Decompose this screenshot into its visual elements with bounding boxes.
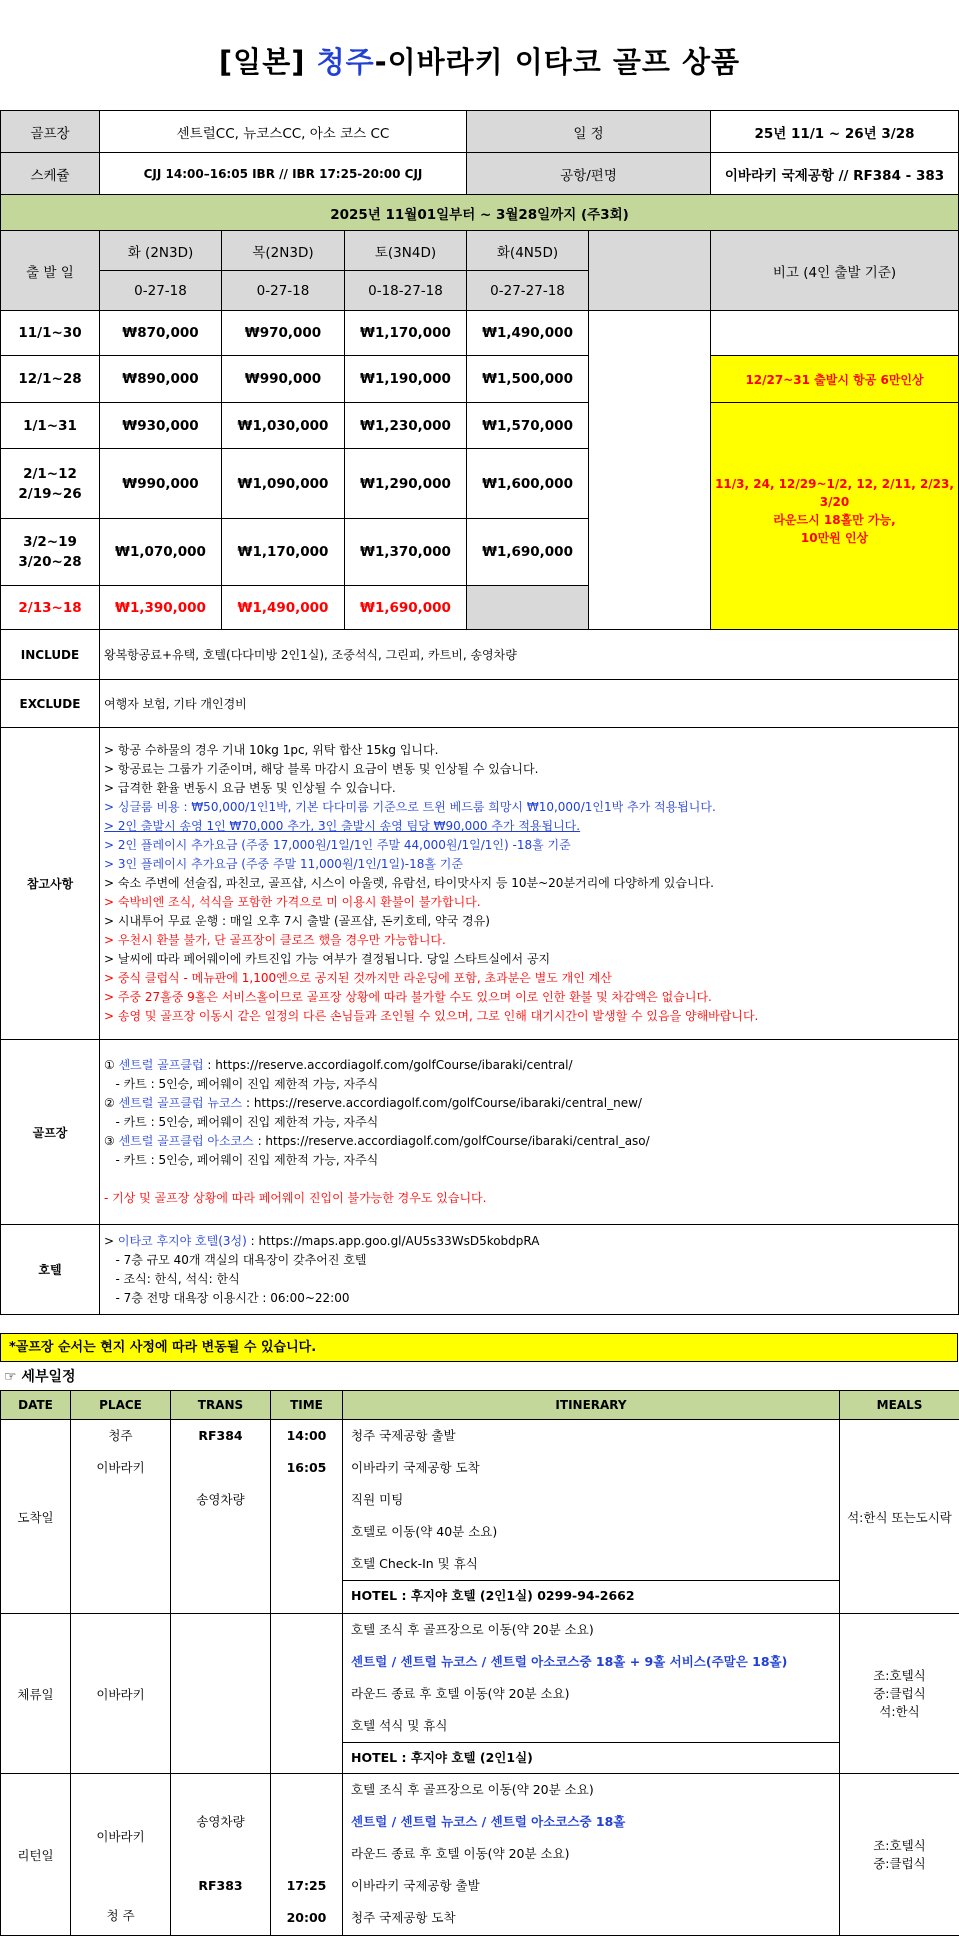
schedule-value: 25년 11/1 ~ 26년 3/28 — [711, 111, 959, 153]
price-cell: ₩1,490,000 — [467, 311, 589, 356]
day-meals — [840, 1614, 959, 1774]
itinerary-item: 센트럴 / 센트럴 뉴코스 / 센트럴 아소코스중 18홀 — [343, 1806, 839, 1838]
itinerary-item: 청주 국제공항 출발 — [343, 1420, 839, 1452]
price-row — [1, 311, 959, 356]
price-cell: ₩1,030,000 — [222, 403, 345, 449]
notes-list — [100, 728, 959, 1040]
day-items — [343, 1420, 840, 1614]
price-cell: ₩1,170,000 — [345, 311, 467, 356]
col-day: 토(3N4D) — [345, 231, 467, 271]
hotel-detail: - 7층 규모 40개 객실의 대욕장이 갖추어진 호텔 — [104, 1251, 958, 1270]
trans: RF384 — [171, 1420, 270, 1452]
price-cell: ₩1,370,000 — [345, 519, 467, 586]
title-prefix: [일본] — [219, 45, 317, 79]
header-trans: TRANS — [171, 1391, 271, 1420]
itinerary-day — [1, 1420, 959, 1614]
course-cart: - 카트 : 5인승, 페어웨이 진입 제한적 가능, 자주식 — [104, 1075, 958, 1094]
hotel-detail: - 조식: 한식, 석식: 한식 — [104, 1270, 958, 1289]
itinerary-item: 호텔 Check-In 및 휴식 — [343, 1548, 839, 1580]
header-itinerary: ITINERARY — [343, 1391, 840, 1420]
row-date: 3/2~19 3/20~28 — [1, 519, 100, 586]
hotel-label: 호텔 — [1, 1225, 100, 1315]
price-row — [1, 356, 959, 403]
day-trans — [171, 1420, 271, 1614]
include-label: INCLUDE — [1, 630, 100, 680]
golf-courses-list — [100, 1040, 959, 1225]
exclude-label: EXCLUDE — [1, 680, 100, 728]
price-cell: ₩990,000 — [100, 449, 222, 519]
hotel-prefix: > — [104, 1234, 118, 1248]
price-cell: ₩870,000 — [100, 311, 222, 356]
itinerary-item: 라운드 종료 후 호텔 이동(약 20분 소요) — [343, 1838, 839, 1870]
itinerary-day — [1, 1614, 959, 1774]
course-number: ③ — [104, 1134, 115, 1148]
hotel-detail: - 7층 전망 대욕장 이용시간 : 06:00~22:00 — [104, 1289, 958, 1308]
course-name: 센트럴 골프클럽 뉴코스 — [119, 1096, 243, 1110]
golf-label: 골프장 — [1, 111, 100, 153]
golf-course-item — [104, 1056, 958, 1075]
price-cell: ₩1,600,000 — [467, 449, 589, 519]
day-trans-empty — [171, 1614, 271, 1774]
price-row — [1, 403, 959, 449]
hotel-name-line — [104, 1232, 958, 1251]
golf-course-item — [104, 1132, 958, 1151]
time: 17:25 — [271, 1870, 342, 1902]
sched-label: 스케쥴 — [1, 153, 100, 195]
course-url[interactable]: : https://reserve.accordiagolf.com/golfCourse/ibaraki/central_aso/ — [254, 1134, 650, 1148]
detail-title: ☞ 세부일정 — [4, 1366, 76, 1386]
col-code: 0-27-27-18 — [467, 271, 589, 311]
col-day: 화(4N5D) — [467, 231, 589, 271]
col-code: 0-27-18 — [222, 271, 345, 311]
meal: 조:호텔식 — [840, 1667, 959, 1685]
itinerary-item: 센트럴 / 센트럴 뉴코스 / 센트럴 아소코스중 18홀 + 9홀 서비스(주말은 18홀) — [343, 1646, 839, 1678]
note-line: > 날씨에 따라 페어웨이에 카트진입 가능 여부가 결정됩니다. 당일 스타트실에서 공지 — [104, 950, 958, 969]
time: 14:00 — [271, 1420, 342, 1452]
hotel-line: HOTEL : 후지야 호텔 (2인1실) 0299-94-2662 — [343, 1580, 839, 1611]
price-cell: ₩1,690,000 — [345, 586, 467, 630]
title-rest: -이바라키 이타코 골프 상품 — [375, 45, 740, 79]
col-day: 목(2N3D) — [222, 231, 345, 271]
note-line: > 시내투어 무료 운행 : 매일 오후 7시 출발 (골프샵, 돈키호테, 약국 경유) — [104, 912, 958, 931]
place: 청주 — [71, 1420, 170, 1452]
price-cell: ₩990,000 — [222, 356, 345, 403]
day-meals — [840, 1774, 959, 1936]
course-number: ② — [104, 1096, 115, 1110]
remark-december: 12/27~31 출발시 항공 6만인상 — [711, 356, 959, 403]
day-places — [71, 1774, 171, 1936]
course-url[interactable]: : https://reserve.accordiagolf.com/golfCourse/ibaraki/central/ — [204, 1058, 573, 1072]
price-cell: ₩1,490,000 — [222, 586, 345, 630]
meal: 조:호텔식 — [840, 1837, 959, 1855]
itinerary-item: 직원 미팅 — [343, 1484, 839, 1516]
period-banner: 2025년 11월01일부터 ~ 3월28일까지 (주3회) — [1, 195, 959, 231]
departure-label: 출 발 일 — [1, 231, 100, 311]
note-line: > 싱글룸 비용 : ₩50,000/1인1박, 기본 다다미룸 기준으로 트윈 베드룸 희망시 ₩10,000/1인1박 추가 적용됩니다. — [104, 798, 958, 817]
price-cell: ₩890,000 — [100, 356, 222, 403]
price-cell-empty — [467, 586, 589, 630]
trans: 송영차량 — [171, 1806, 270, 1838]
header-time: TIME — [271, 1391, 343, 1420]
itinerary-item: 호텔로 이동(약 40분 소요) — [343, 1516, 839, 1548]
note-line: > 항공 수하물의 경우 기내 10kg 1pc, 위탁 합산 15kg 입니다. — [104, 741, 958, 760]
day-places — [71, 1420, 171, 1614]
price-cell: ₩1,570,000 — [467, 403, 589, 449]
hotel-url[interactable]: : https://maps.app.goo.gl/AU5s33WsD5kobdpRA — [247, 1234, 540, 1248]
include-value: 왕복항공료+유택, 호텔(다다미방 2인1실), 조중석식, 그린피, 카트비, 송영차량 — [100, 630, 959, 680]
course-name: 센트럴 골프클럽 아소코스 — [119, 1134, 254, 1148]
golf-warning: - 기상 및 골프장 상황에 따라 페어웨이 진입이 불가능한 경우도 있습니다. — [104, 1189, 958, 1208]
hotel-line: HOTEL : 후지야 호텔 (2인1실) — [343, 1742, 839, 1773]
price-cell: ₩1,230,000 — [345, 403, 467, 449]
course-cart: - 카트 : 5인승, 페어웨이 진입 제한적 가능, 자주식 — [104, 1113, 958, 1132]
day-date: 리턴일 — [1, 1774, 71, 1936]
note-line: > 우천시 환불 불가, 단 골프장이 클로즈 했을 경우만 가능합니다. — [104, 931, 958, 950]
place: 이바라키 — [71, 1452, 170, 1484]
header-meals: MEALS — [840, 1391, 959, 1420]
note-line: > 2인 플레이시 추가요금 (주중 17,000원/1일/1인 주말 44,000원/1일/1인) -18홀 기준 — [104, 836, 958, 855]
sched-value: CJJ 14:00–16:05 IBR // IBR 17:25-20:00 CJJ — [100, 153, 467, 195]
day-times — [271, 1420, 343, 1614]
remark-header: 비고 (4인 출발 기준) — [711, 231, 959, 311]
day-items — [343, 1614, 840, 1774]
page-title — [0, 40, 959, 81]
note-line: > 숙박비엔 조식, 석식을 포함한 가격으로 미 이용시 환불이 불가합니다. — [104, 893, 958, 912]
schedule-label: 일 정 — [467, 111, 711, 153]
exclude-value: 여행자 보험, 기타 개인경비 — [100, 680, 959, 728]
time: 20:00 — [271, 1902, 342, 1934]
course-number: ① — [104, 1058, 115, 1072]
price-cell: ₩1,690,000 — [467, 519, 589, 586]
golf-value: 센트럴CC, 뉴코스CC, 아소 코스 CC — [100, 111, 467, 153]
itinerary-item: 라운드 종료 후 호텔 이동(약 20분 소요) — [343, 1678, 839, 1710]
day-times — [271, 1774, 343, 1936]
airport-label: 공항/편명 — [467, 153, 711, 195]
meal: 중:클럽식 — [840, 1685, 959, 1703]
price-cell: ₩1,190,000 — [345, 356, 467, 403]
spacer — [104, 1170, 958, 1189]
meal: 석:한식 — [840, 1703, 959, 1721]
row-date: 2/1~12 2/19~26 — [1, 449, 100, 519]
price-cell: ₩1,290,000 — [345, 449, 467, 519]
course-cart: - 카트 : 5인승, 페어웨이 진입 제한적 가능, 자주식 — [104, 1151, 958, 1170]
col-code: 0-18-27-18 — [345, 271, 467, 311]
price-cell: ₩1,500,000 — [467, 356, 589, 403]
course-name: 센트럴 골프클럽 — [119, 1058, 204, 1072]
price-cell: ₩930,000 — [100, 403, 222, 449]
day-time-empty — [271, 1614, 343, 1774]
hotel-info — [100, 1225, 959, 1315]
row-date: 1/1~31 — [1, 403, 100, 449]
header-date: DATE — [1, 1391, 71, 1420]
place: 이바라키 — [71, 1806, 170, 1868]
day-date: 체류일 — [1, 1614, 71, 1774]
time: 16:05 — [271, 1452, 342, 1484]
itinerary-item: 호텔 조식 후 골프장으로 이동(약 20분 소요) — [343, 1614, 839, 1646]
price-table — [0, 110, 959, 1315]
place: 청 주 — [71, 1900, 170, 1932]
golf-courses-label: 골프장 — [1, 1040, 100, 1225]
price-cell: ₩1,090,000 — [222, 449, 345, 519]
note-line: > 급격한 환율 변동시 요금 변동 및 인상될 수 있습니다. — [104, 779, 958, 798]
price-cell: ₩1,070,000 — [100, 519, 222, 586]
note-line: > 2인 출발시 송영 1인 ₩70,000 추가, 3인 출발시 송영 팀당 ₩90,000 추가 적용됩니다. — [104, 817, 958, 836]
itinerary-header — [1, 1391, 959, 1420]
golf-course-item — [104, 1094, 958, 1113]
day-place: 이바라키 — [71, 1614, 171, 1774]
row-date: 11/1~30 — [1, 311, 100, 356]
col-day: 화 (2N3D) — [100, 231, 222, 271]
remark-holiday: 11/3, 24, 12/29~1/2, 12, 2/11, 2/23, 3/20 라운드시 18홀만 가능, 10만원 인상 — [711, 403, 959, 630]
price-cell: ₩1,390,000 — [100, 586, 222, 630]
itinerary-table — [0, 1390, 959, 1936]
meal: 중:클럽식 — [840, 1855, 959, 1873]
itinerary-item: 이바라키 국제공항 출발 — [343, 1870, 839, 1902]
row-date: 12/1~28 — [1, 356, 100, 403]
note-line: > 송영 및 골프장 이동시 같은 일정의 다른 손님들과 조인될 수 있으며, 그로 인해 대기시간이 발생할 수 있음을 양해바랍니다. — [104, 1007, 958, 1026]
note-line: > 주중 27홀중 9홀은 서비스홀이므로 골프장 상황에 따라 불가할 수도 있으며 이로 인한 환불 및 차감액은 없습니다. — [104, 988, 958, 1007]
trans: 송영차량 — [171, 1484, 270, 1516]
blank-header — [589, 231, 711, 311]
header-place: PLACE — [71, 1391, 171, 1420]
day-trans — [171, 1774, 271, 1936]
trans: RF383 — [171, 1870, 270, 1902]
notes-label: 참고사항 — [1, 728, 100, 1040]
trans — [171, 1452, 270, 1484]
row-date: 2/13~18 — [1, 586, 100, 630]
title-city: 청주 — [317, 45, 375, 79]
itinerary-item: 이바라키 국제공항 도착 — [343, 1452, 839, 1484]
note-line: > 항공료는 그룹가 기준이며, 해당 블록 마감시 요금이 변동 및 인상될 수 있습니다. — [104, 760, 958, 779]
day-items — [343, 1774, 840, 1936]
notice-bar: *골프장 순서는 현지 사정에 따라 변동될 수 있습니다. — [0, 1333, 958, 1362]
itinerary-item: 청주 국제공항 도착 — [343, 1902, 839, 1934]
note-line: > 3인 플레이시 추가요금 (주중 주말 11,000원/1인/1일)-18홀 기준 — [104, 855, 958, 874]
airport-value: 이바라키 국제공항 // RF384 - 383 — [711, 153, 959, 195]
col-code: 0-27-18 — [100, 271, 222, 311]
price-cell: ₩1,170,000 — [222, 519, 345, 586]
itinerary-item: 호텔 조식 후 골프장으로 이동(약 20분 소요) — [343, 1774, 839, 1806]
course-url[interactable]: : https://reserve.accordiagolf.com/golfCourse/ibaraki/central_new/ — [242, 1096, 642, 1110]
day-date: 도착일 — [1, 1420, 71, 1614]
day-meals: 석:한식 또는도시락 — [840, 1420, 959, 1614]
price-cell: ₩970,000 — [222, 311, 345, 356]
hotel-name: 이타코 후지야 호텔(3성) — [118, 1234, 247, 1248]
blank-column — [589, 311, 711, 630]
itinerary-item: 호텔 석식 및 휴식 — [343, 1710, 839, 1742]
itinerary-day — [1, 1774, 959, 1936]
note-line: > 숙소 주변에 선술집, 파친코, 골프샵, 시스이 아울렛, 유람선, 타이맛사지 등 10분~20분거리에 다양하게 있습니다. — [104, 874, 958, 893]
remark-empty — [711, 311, 959, 356]
note-line: > 중식 클럽식 - 메뉴판에 1,100엔으로 공지된 것까지만 라운딩에 포함, 초과분은 별도 개인 계산 — [104, 969, 958, 988]
